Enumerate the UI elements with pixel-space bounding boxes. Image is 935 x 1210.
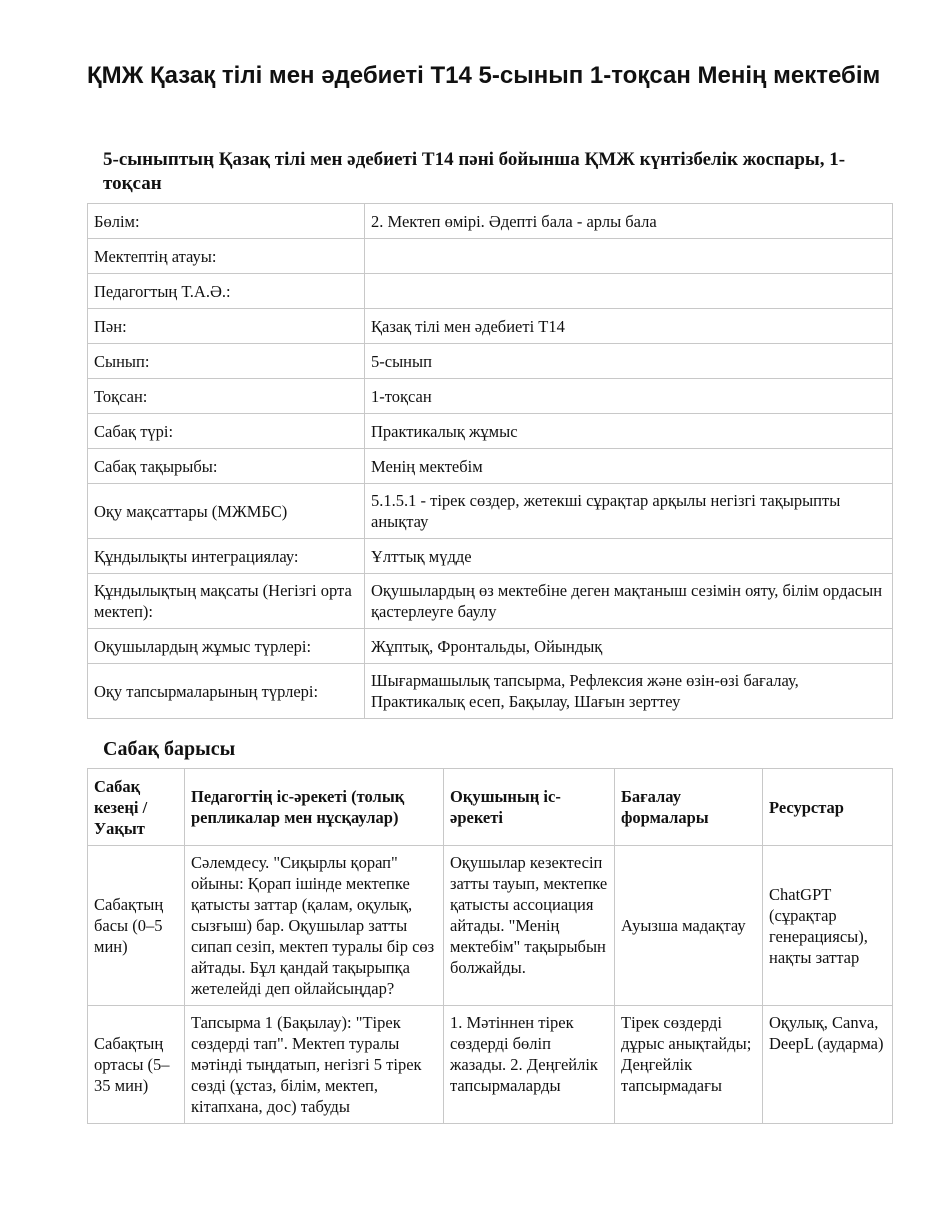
- header-teacher: Педагогтің іс-әрекеті (толық репликалар мен нұсқаулар): [185, 769, 444, 846]
- info-label: Құндылықтың мақсаты (Негізгі орта мектеп):: [88, 574, 365, 629]
- info-label: Пән:: [88, 309, 365, 344]
- lesson-flow-title: Сабақ барысы: [103, 738, 236, 760]
- info-row: [88, 309, 893, 344]
- info-row: [88, 344, 893, 379]
- lesson-flow-table: [87, 768, 893, 1124]
- info-row: [88, 204, 893, 239]
- info-label: Оқу мақсаттары (МЖМБС): [88, 484, 365, 539]
- lesson-teacher-action: Сәлемдесу. "Сиқырлы қорап" ойыны: Қорап ішінде мектепке қатысты заттар (қалам, оқулық, сызғыш) бар. Оқушылар затты сипап сезіп, мектеп туралы бір сөз айтады. Бұл қандай тақырыпқа жетелейді деп ойлайсыңдар?: [185, 846, 444, 1006]
- info-value: 1-тоқсан: [365, 379, 893, 414]
- info-value: Ұлттық мүдде: [365, 539, 893, 574]
- lesson-info-body: [88, 204, 893, 719]
- page-title: ҚМЖ Қазақ тілі мен әдебиеті Т14 5-сынып 1-тоқсан Менің мектебім: [87, 62, 881, 89]
- header-assessment: Бағалау формалары: [615, 769, 763, 846]
- header-stage: Сабақ кезеңі / Уақыт: [88, 769, 185, 846]
- lesson-teacher-action: Тапсырма 1 (Бақылау): "Тірек сөздерді тап". Мектеп туралы мәтінді тыңдатып, негізгі 5 тірек сөзді (ұстаз, білім, мектеп, кітапхана, дос) табуды: [185, 1006, 444, 1124]
- info-row: [88, 664, 893, 719]
- lesson-row: [88, 846, 893, 1006]
- lesson-stage: Сабақтың басы (0–5 мин): [88, 846, 185, 1006]
- info-label: Бөлім:: [88, 204, 365, 239]
- lesson-assessment: Тірек сөздерді дұрыс анықтайды; Деңгейлік тапсырмадағы: [615, 1006, 763, 1124]
- lesson-student-action: Оқушылар кезектесіп затты тауып, мектепке қатысты ассоциация айтады. "Менің мектебім" тақырыбын болжайды.: [444, 846, 615, 1006]
- info-row: [88, 239, 893, 274]
- info-value: Жұптық, Фронтальды, Ойындық: [365, 629, 893, 664]
- lesson-student-action: 1. Мәтіннен тірек сөздерді бөліп жазады. 2. Деңгейлік тапсырмаларды: [444, 1006, 615, 1124]
- info-row: [88, 414, 893, 449]
- plan-subtitle: 5-сыныптың Қазақ тілі мен әдебиеті Т14 пәні бойынша ҚМЖ күнтізбелік жоспары, 1-тоқсан: [103, 149, 846, 194]
- info-value: [365, 239, 893, 274]
- info-row: [88, 539, 893, 574]
- info-label: Сабақ тақырыбы:: [88, 449, 365, 484]
- info-value: [365, 274, 893, 309]
- info-row: [88, 574, 893, 629]
- info-label: Педагогтың Т.А.Ә.:: [88, 274, 365, 309]
- info-value: Шығармашылық тапсырма, Рефлексия және өзін-өзі бағалау, Практикалық есеп, Бақылау, Шағын зерттеу: [365, 664, 893, 719]
- info-label: Оқушылардың жұмыс түрлері:: [88, 629, 365, 664]
- lesson-resources: Оқулық, Canva, DeepL (аударма): [763, 1006, 893, 1124]
- lesson-info-table: [87, 203, 893, 719]
- lesson-stage: Сабақтың ортасы (5–35 мин): [88, 1006, 185, 1124]
- info-label: Мектептің атауы:: [88, 239, 365, 274]
- info-label: Құндылықты интеграциялау:: [88, 539, 365, 574]
- info-label: Оқу тапсырмаларының түрлері:: [88, 664, 365, 719]
- info-row: [88, 629, 893, 664]
- info-row: [88, 379, 893, 414]
- header-student: Оқушының іс-әрекеті: [444, 769, 615, 846]
- lesson-resources: ChatGPT (сұрақтар генерациясы), нақты заттар: [763, 846, 893, 1006]
- header-resources: Ресурстар: [763, 769, 893, 846]
- info-value: 5.1.5.1 - тірек сөздер, жетекші сұрақтар арқылы негізгі тақырыпты анықтау: [365, 484, 893, 539]
- info-label: Тоқсан:: [88, 379, 365, 414]
- info-value: Менің мектебім: [365, 449, 893, 484]
- info-row: [88, 449, 893, 484]
- lesson-assessment: Ауызша мадақтау: [615, 846, 763, 1006]
- info-row: [88, 274, 893, 309]
- lesson-header-row: [88, 769, 893, 846]
- info-row: [88, 484, 893, 539]
- info-value: 5-сынып: [365, 344, 893, 379]
- info-value: Қазақ тілі мен әдебиеті Т14: [365, 309, 893, 344]
- lesson-row: [88, 1006, 893, 1124]
- info-value: Оқушылардың өз мектебіне деген мақтаныш сезімін ояту, білім ордасын қастерлеуге баулу: [365, 574, 893, 629]
- info-value: Практикалық жұмыс: [365, 414, 893, 449]
- info-label: Сабақ түрі:: [88, 414, 365, 449]
- info-value: 2. Мектеп өмірі. Әдепті бала - арлы бала: [365, 204, 893, 239]
- info-label: Сынып:: [88, 344, 365, 379]
